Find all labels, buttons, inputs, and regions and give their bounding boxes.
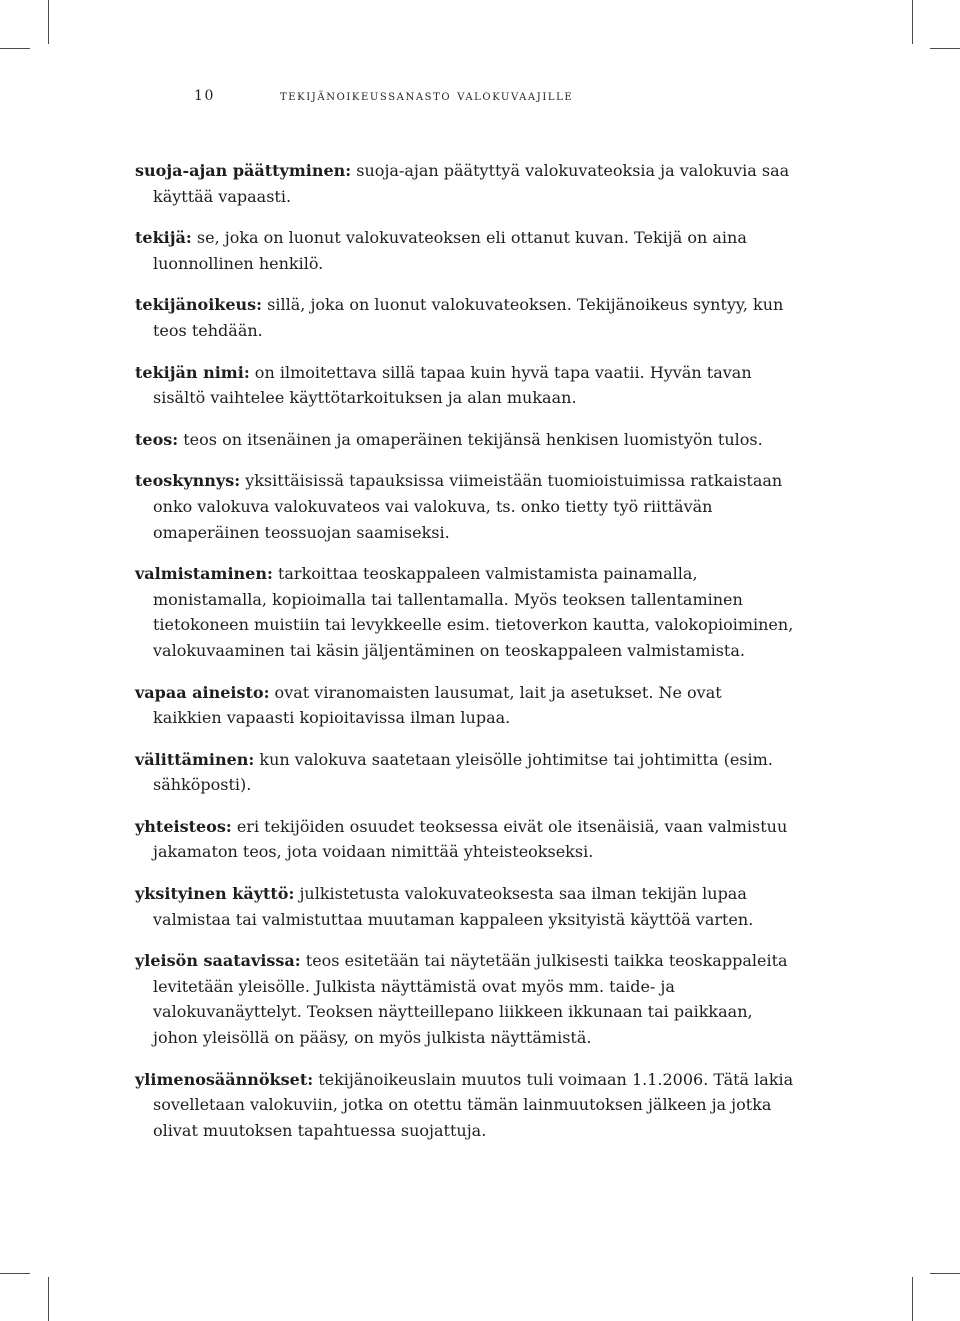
glossary-definition: tekijänoikeuslain muutos tuli voimaan 1.1.2006. Tätä lakia sovelletaan valokuviin, jotka on otettu tämän lainmuutoksen jälkeen ja jotka olivat muutoksen tapahtuessa suojattuja.	[153, 1069, 794, 1140]
glossary-term: ylimenosäännökset:	[135, 1069, 314, 1089]
glossary-entry	[135, 1067, 795, 1144]
glossary-entry	[135, 814, 795, 865]
glossary-term: välittäminen:	[135, 749, 255, 769]
running-header	[194, 88, 573, 104]
crop-mark-top-right	[912, 0, 913, 44]
glossary-term: tekijän nimi:	[135, 362, 250, 382]
glossary-term: teoskynnys:	[135, 471, 241, 491]
glossary-definition: eri tekijöiden osuudet teoksessa eivät ole itsenäisiä, vaan valmistuu jakamaton teos, jota voidaan nimittää yhteisteokseksi.	[153, 816, 788, 862]
glossary-definition: se, joka on luonut valokuvateoksen eli ottanut kuvan. Tekijä on aina luonnollinen henkilö.	[153, 228, 747, 273]
glossary-definition: yksittäisissä tapauksissa viimeistään tuomioistuimissa ratkaistaan onko valokuva valokuvateos vai valokuva, ts. onko tietty työ riittävän omaperäinen teossuojan saamiseksi.	[153, 471, 783, 542]
crop-mark-left-bottom	[0, 1273, 30, 1274]
glossary-term: teos:	[135, 429, 179, 449]
crop-mark-bottom-left	[48, 1277, 49, 1321]
glossary-entry	[135, 292, 795, 343]
glossary-term: tekijä:	[135, 228, 192, 248]
crop-mark-left-top	[0, 48, 30, 49]
glossary-definition: on ilmoitettava sillä tapaa kuin hyvä tapa vaatii. Hyvän tavan sisältö vaihtelee käyttötarkoituksen ja alan mukaan.	[153, 362, 752, 408]
glossary-definition: kun valokuva saatetaan yleisölle johtimitse tai johtimitta (esim. sähköposti).	[153, 749, 773, 795]
glossary-term: yleisön saatavissa:	[135, 951, 301, 971]
glossary-term: suoja-ajan päättyminen:	[135, 161, 352, 180]
glossary-entry	[135, 427, 795, 453]
glossary-definition: ovat viranomaisten lausumat, lait ja asetukset. Ne ovat kaikkien vapaasti kopioitavissa ilman lupaa.	[153, 682, 722, 728]
crop-mark-bottom-right	[912, 1277, 913, 1321]
glossary-entry	[135, 158, 795, 209]
crop-mark-right-bottom	[930, 1273, 960, 1274]
glossary-term: valmistaminen:	[135, 564, 273, 584]
glossary-term: yksityinen käyttö:	[135, 884, 295, 904]
glossary-definition: sillä, joka on luonut valokuvateoksen. Tekijänoikeus syntyy, kun teos tehdään.	[153, 295, 784, 340]
glossary-entry	[135, 468, 795, 545]
glossary-definition: suoja-ajan päätyttyä valokuvateoksia ja valokuvia saa käyttää vapaasti.	[153, 161, 790, 206]
glossary-entry	[135, 225, 795, 276]
glossary-term: vapaa aineisto:	[135, 682, 270, 702]
running-title: tekijänoikeussanasto valokuvaajille	[280, 88, 574, 104]
glossary-term: yhteisteos:	[135, 816, 232, 836]
crop-mark-right-top	[930, 48, 960, 49]
glossary-entry	[135, 881, 795, 932]
glossary-term: tekijänoikeus:	[135, 295, 263, 315]
glossary-definition: julkistetusta valokuvateoksesta saa ilman tekijän lupaa valmistaa tai valmistuttaa muutaman kappaleen yksityistä käyttöä varten.	[153, 884, 754, 929]
glossary-definition: teos esitetään tai näytetään julkisesti taikka teoskappaleita levitetään yleisölle. Julkista näyttämistä ovat myös mm. taide- ja valokuvanäyttelyt. Teoksen näytteillepano liikkeen ikkunaan tai paikkaan, johon yleisöllä on pääsy, on myös julkista näyttämistä.	[153, 951, 788, 1048]
page-number: 10	[194, 88, 216, 104]
glossary-list	[135, 158, 795, 1159]
glossary-entry	[135, 360, 795, 411]
glossary-entry	[135, 561, 795, 663]
glossary-entry	[135, 680, 795, 731]
glossary-entry	[135, 747, 795, 798]
glossary-definition: tarkoittaa teoskappaleen valmistamista painamalla, monistamalla, kopioimalla tai tallentamalla. Myös teoksen tallentaminen tietokoneen muistiin tai levykkeelle esim. tietoverkon kautta, valokopioiminen, valokuvaaminen tai käsin jäljentäminen on teoskappaleen valmistamista.	[153, 564, 794, 660]
crop-mark-top-left	[48, 0, 49, 44]
glossary-entry	[135, 948, 795, 1050]
glossary-definition: teos on itsenäinen ja omaperäinen tekijänsä henkisen luomistyön tulos.	[178, 429, 763, 449]
